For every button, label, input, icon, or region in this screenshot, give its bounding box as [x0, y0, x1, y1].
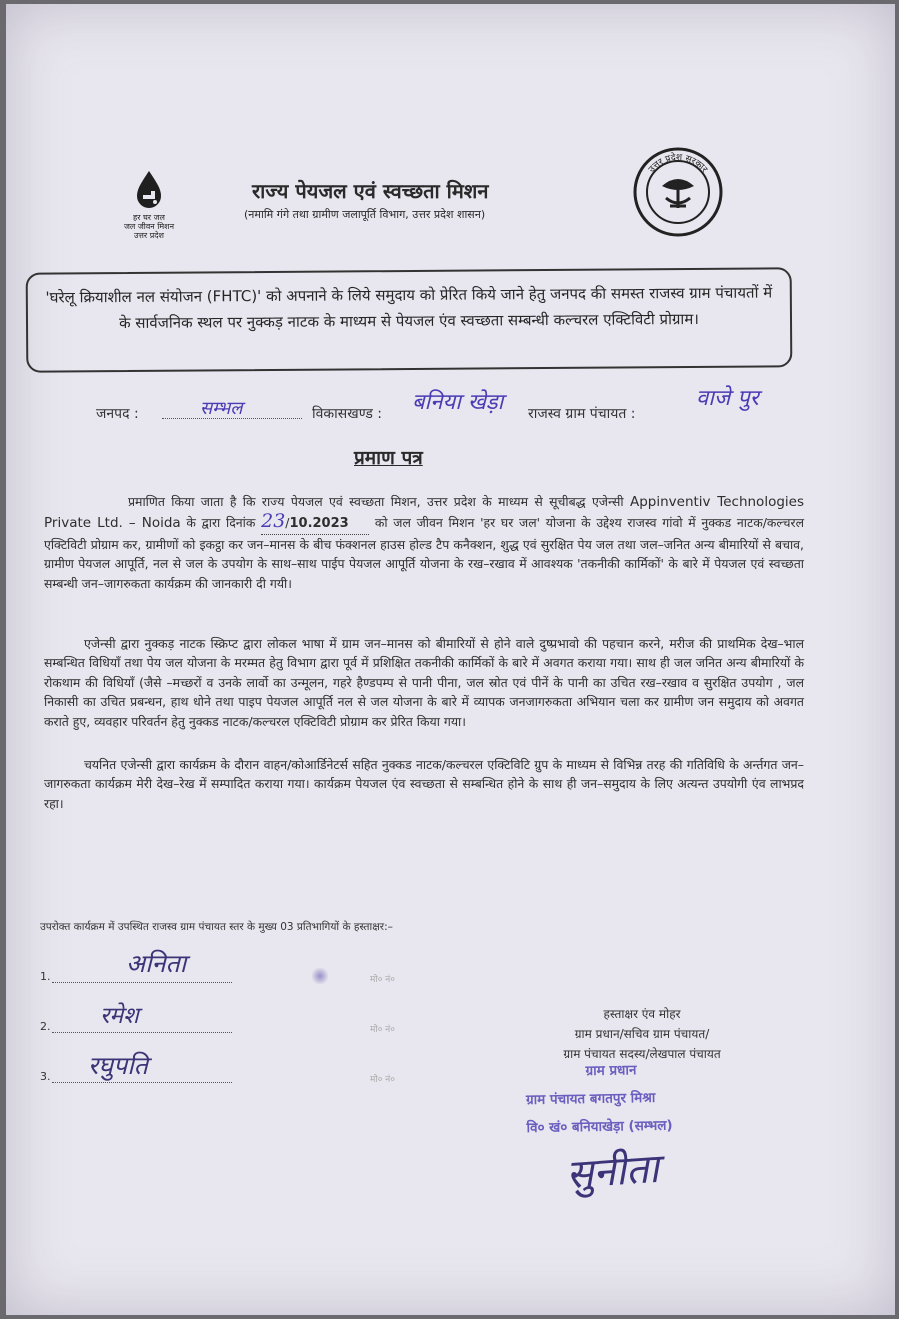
participant-row	[40, 1051, 460, 1094]
participant-signature: रघुपति	[88, 1051, 148, 1080]
certificate-paragraph-3	[44, 755, 804, 813]
participant-row	[40, 1004, 460, 1044]
signature-line	[52, 1032, 232, 1033]
p1-part2: के द्वारा दिनांक	[186, 515, 256, 531]
certificate-heading: प्रमाण पत्र	[354, 447, 423, 469]
stamp-line-2: ग्राम पंचायत बगतपुर मिश्रा	[525, 1089, 656, 1109]
date-day: 23	[261, 510, 286, 533]
logo-caption-3: उत्तर प्रदेश	[134, 231, 164, 240]
gram-pradhan-stamp	[525, 1054, 776, 1142]
programme-banner	[26, 267, 793, 372]
authority-line-2: ग्राम प्रधान/सचिव ग्राम पंचायत/	[574, 1027, 710, 1041]
up-government-seal-icon	[632, 146, 724, 238]
event-date: 23/10.2023	[261, 512, 369, 534]
participants-note: उपरोक्त कार्यक्रम में उपस्थित राजस्व ग्राम पंचायत स्तर के मुख्य 03 प्रतिभागियों के हस्ताक्षर:–	[40, 921, 393, 933]
participant-signature: रमेश	[100, 1003, 139, 1029]
agency-name: Appinventiv Technologies Private Ltd. – Noida	[44, 494, 804, 532]
location-fields	[96, 386, 796, 426]
stamp-line-1: ग्राम प्रधान	[585, 1062, 637, 1080]
p2-text: एजेन्सी द्वारा नुक्कड़ नाटक स्क्रिप्ट द्वारा लोकल भाषा में ग्राम जन–मानस को बीमारियों से होने वाले दुष्प्रभावो की पहचान करने, मरीज की प्राथमिक देख–भाल सम्बन्धित विधियाँ तथा पेय जल योजना के मरम्मत हेतु विभाग द्वारा पूर्व में प्रशिक्षित तकनीकी कार्मिकों के बारे में अवगत कराया गया। साथ ही जल जनित अन्य बीमारियों के रोकथाम की विधियाँ (जैसे –मच्छरों व उनके लार्वो का उन्मूलन, गहरे हैण्डपम्प से पानी पीना, जल स्रोत एवं पीनें के पानी का उचित रख–रखाव व सुरक्षित उपयोग , जल निकासी का उचित प्रबन्धन, हाथ धोने तथा पाइप पेयजल आपूर्ति नल से जल योजना के बारे में व्यापक जनजागरुकता अभियान चला कर ग्रामीण जन समुदाय को अवगत कराते हुए, व्यवहार परिवर्तन हेतु नुक्कड नाटक/कल्चरल एक्टिविटी प्रोग्राम कर प्रेरित किया गया।	[44, 636, 804, 729]
participant-number: 2.	[40, 1020, 51, 1033]
panchayat-label: राजस्व ग्राम पंचायत :	[528, 406, 636, 422]
participant-signature: अनिता	[126, 949, 187, 978]
har-ghar-jal-logo	[104, 169, 194, 249]
signature-line	[52, 982, 232, 983]
district-label: जनपद :	[96, 406, 139, 422]
seal-text: उत्तर प्रदेश सरकार	[647, 152, 710, 175]
block-value: बनिया खेड़ा	[412, 390, 504, 415]
certificate-paragraph-1	[44, 492, 804, 593]
panchayat-value: वाजे पुर	[696, 386, 759, 411]
mobile-label: मो० नं०	[370, 975, 395, 985]
participant-number: 1.	[40, 970, 51, 983]
document-page	[6, 4, 895, 1315]
district-value: सम्भल	[200, 398, 243, 419]
p1-part1: प्रमाणित किया जाता है कि राज्य पेयजल एवं स्वच्छता मिशन, उत्तर प्रदेश के माध्यम से सूचीबद्ध एजेन्सी	[128, 494, 624, 509]
block-label: विकासखण्ड :	[312, 406, 383, 422]
mobile-label: मो० नं०	[370, 1075, 395, 1085]
logo-caption-2: जल जीवन मिशन	[123, 222, 175, 231]
p1-part3: को जल जीवन मिशन 'हर घर जल' योजना के उद्देश्य राजस्व गांवो में नुक्कड नाटक/कल्चरल एक्टिविटी प्रोग्राम कर, ग्रामीणों को इकट्ठा कर जन–मानस के बीच फंक्शनल हाउस होल्ड टैप कनैक्शन, शुद्ध एवं सुरक्षित पेय जल तथा जल–जनित अन्य बीमारियों से बचाव, ग्रामीण पेयजल आपूर्ति, नल से जल के उपयोग के साथ–साथ पाईप पेयजल आपूर्ति योजना के रख–रखाव में आवश्यक 'तकनीकी कार्मिकों' के बारे में पेयजल एवं स्वच्छता सम्बन्धी जन–जागरुकता कार्यक्रम की जानकारी दी गयी।	[44, 515, 804, 591]
participant-row	[40, 949, 460, 994]
water-drop-icon	[131, 169, 167, 209]
mission-title: राज्य पेयजल एवं स्वच्छता मिशन	[252, 179, 489, 203]
mission-subtitle: (नमामि गंगे तथा ग्रामीण जलापूर्ति विभाग, उत्तर प्रदेश शासन)	[244, 208, 486, 221]
logo-caption-1: हर घर जल	[133, 213, 165, 222]
p3-text: चयनित एजेन्सी द्वारा कार्यक्रम के दौरान वाहन/कोआर्डिनेटर्स सहित नुक्कड नाटक/कल्चरल एक्टिविटि ग्रुप के माध्यम से विभिन्न तरह की गतिविधि के अर्न्तगत जन–जागरुकता कार्यक्रम मेरी देख–रेख में सम्पादित कराया गया। कार्यक्रम पेयजल एंव स्वच्छता से सम्बन्धित होने के साथ ही जन–समुदाय के लिए अत्यन्त उपयोगी एंव लाभप्रद रहा।	[44, 757, 804, 811]
authority-line-3: ग्राम पंचायत सदस्य/लेखपाल पंचायत	[563, 1047, 721, 1061]
mobile-label: मो० नं०	[370, 1025, 395, 1035]
participant-number: 3.	[40, 1070, 51, 1083]
pradhan-signature: सुनीता	[564, 1145, 661, 1199]
certificate-paragraph-2	[44, 634, 804, 731]
stamp-line-3: वि० खं० बनियाखेड़ा (सम्भल)	[526, 1117, 673, 1137]
banner-text: 'घरेलू क्रियाशील नल संयोजन (FHTC)' को अपनाने के लिये समुदाय को प्रेरित किये जाने हेतु जनपद की समस्त राजस्व ग्राम पंचायतों में के सार्वजनिक स्थल पर नुक्कड़ नाटक के माध्यम से पेयजल एंव स्वच्छता सम्बन्धी कल्चरल एक्टिविटी प्रोग्राम।	[45, 283, 773, 333]
date-month-year: 10.2023	[289, 516, 349, 532]
signature-line	[52, 1082, 232, 1083]
authority-line-1: हस्ताक्षर एंव मोहर	[603, 1007, 681, 1021]
